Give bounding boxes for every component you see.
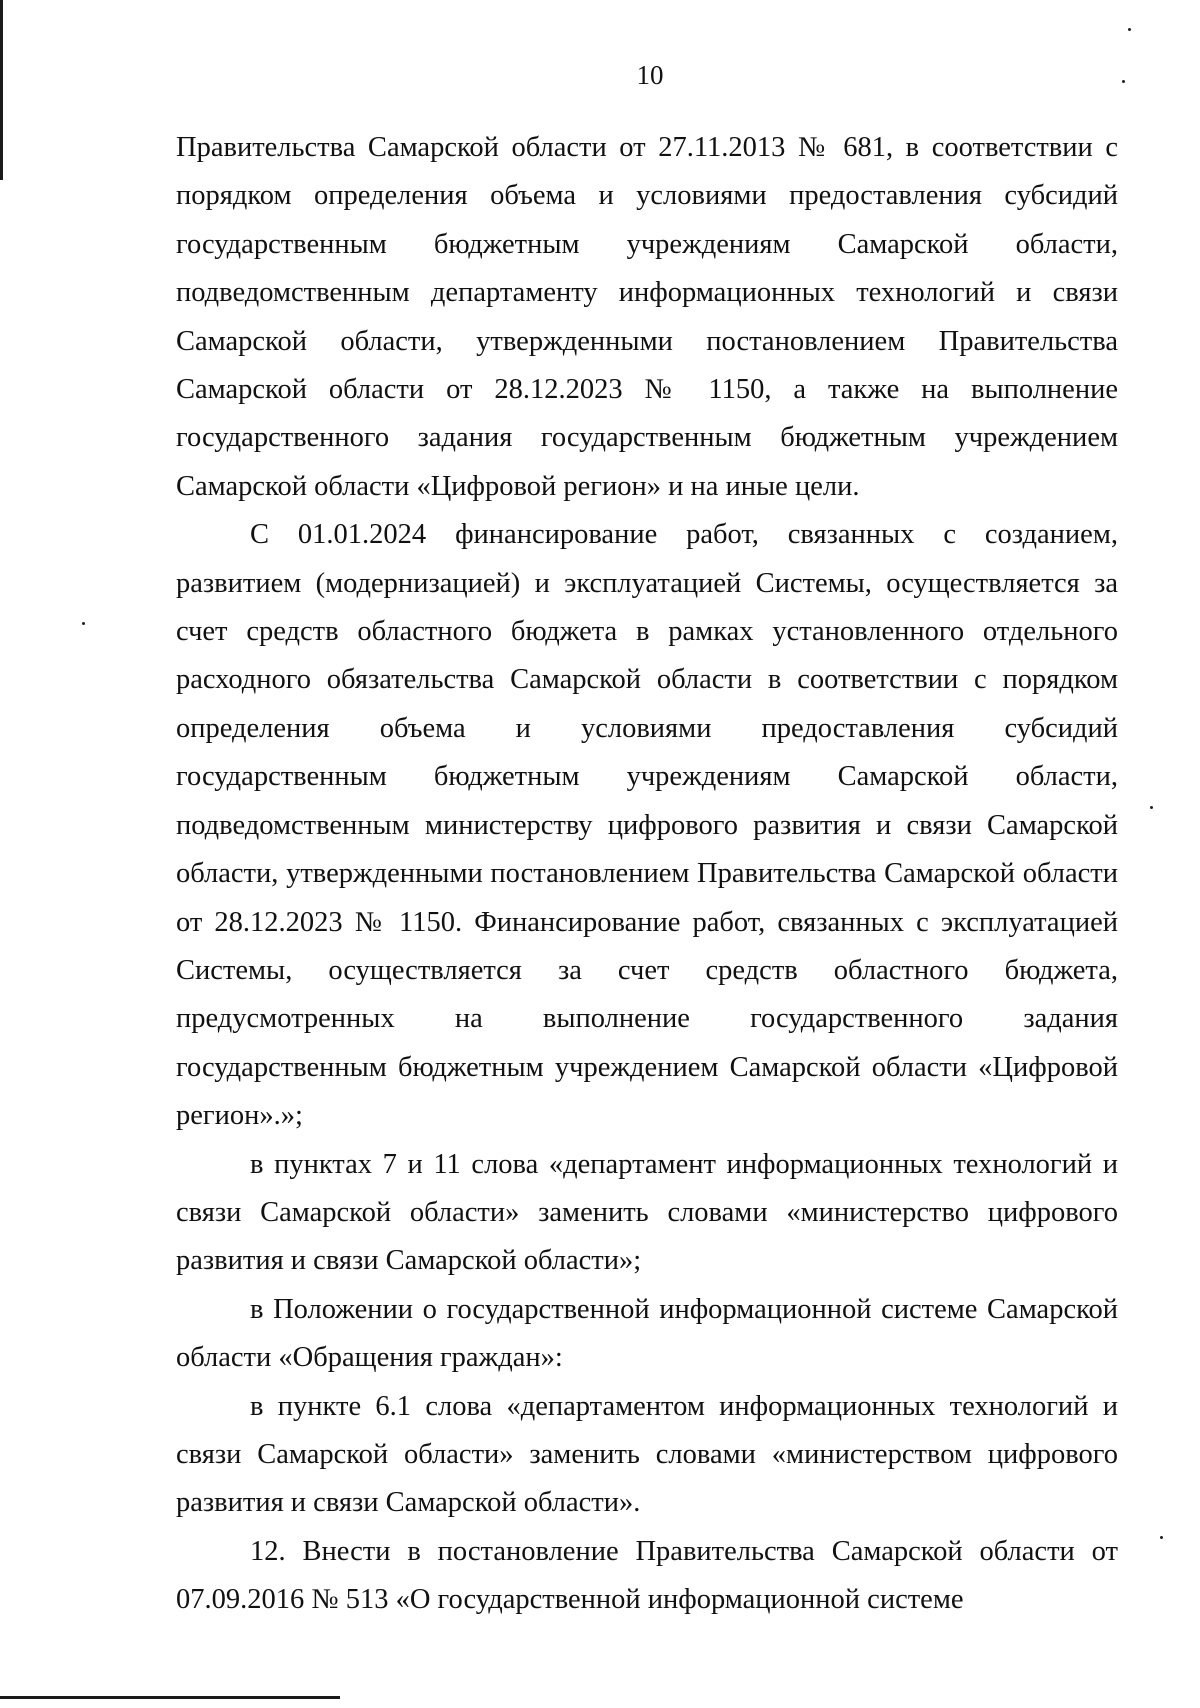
paragraph-3: в пунктах 7 и 11 слова «департамент информационных технологий и связи Самарской области» заменить словами «министерство цифрового развития и связи Самарской области»; [176,1148,1118,1277]
paragraph-5: в пункте 6.1 слова «департаментом информационных технологий и связи Самарской области» заменить словами «министерством цифрового развития и связи Самарской области». [176,1390,1118,1519]
paragraph-6: 12. Внести в постановление Правительства Самарской области от 07.09.2016 № 513 «О государственной информационной системе [176,1535,1118,1616]
scan-edge-mark-bottom [0,1696,340,1699]
scan-speck [1128,28,1131,31]
paragraph-2: С 01.01.2024 финансирование работ, связанных с созданием, развитием (модернизацией) и эксплуатацией Системы, осуществляется за счет средств областного бюджета в рамках установленного отдельного расходного обязательства Самарской области в соответствии с порядком определения объема и условиями предоставления субсидий государственным бюджетным учреждениям Самарской области, подведомственным министерству цифрового развития и связи Самарской области, утвержденными постановлением Правительства Самарской области от 28.12.2023 № 1150. Финансирование работ, связанных с эксплуатацией Системы, осуществляется за счет средств областного бюджета, предусмотренных на выполнение государственного задания государственным бюджетным учреждением Самарской области «Цифровой регион».»; [176,519,1118,1132]
scan-speck [1150,806,1153,809]
scan-speck [1160,1536,1163,1539]
paragraph-1: Правительства Самарской области от 27.11.2013 № 681, в соответствии с порядком определения объема и условиями предоставления субсидий государственным бюджетным учреждениям Самарской области, подведомственным департаменту информационных технологий и связи Самарской области, утвержденными постановлением Правительства Самарской области от 28.12.2023 № 1150, а также на выполнение государственного задания государственным бюджетным учреждением Самарской области «Цифровой регион» и на иные цели. [176,132,1118,502]
scan-speck [82,622,85,625]
document-body [176,124,1118,1625]
page-number: 10 [636,60,664,90]
paragraph-4: в Положении о государственной информационной системе Самарской области «Обращения граждан»: [176,1293,1118,1374]
